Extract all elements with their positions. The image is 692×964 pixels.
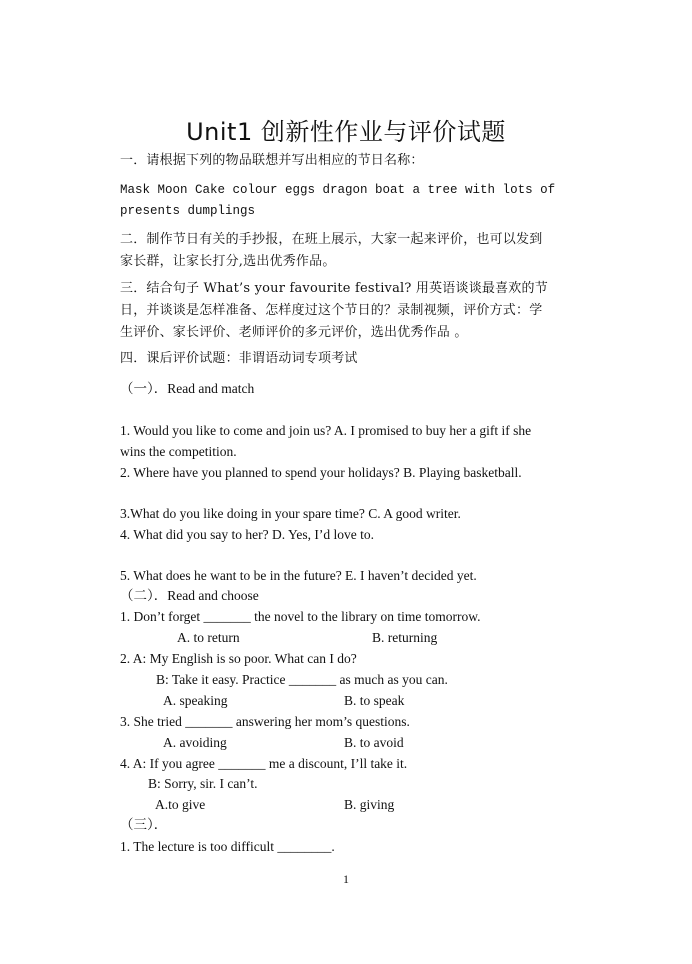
part3-heading: （三）． bbox=[120, 817, 168, 832]
part2-q4-line2: B: Sorry, sir. I can’t. bbox=[148, 776, 258, 791]
task3-line2: 日，并谈谈是怎样准备、怎样度过这个节日的？录制视频，评价方式：学 bbox=[120, 303, 543, 318]
part3-question-1: 1. The lecture is too difficult ________. bbox=[120, 839, 335, 854]
part2-q4-option-b: B. giving bbox=[344, 797, 395, 812]
part1-question-5: 5. What does he want to be in the future? E. I haven’t decided yet. bbox=[120, 568, 477, 583]
task2-line1: 二．制作节日有关的手抄报，在班上展示，大家一起来评价，也可以发到 bbox=[120, 232, 543, 247]
part1-question-4: 4. What did you say to her? D. Yes, I’d love to. bbox=[120, 527, 374, 542]
part2-q2-option-b: B. to speak bbox=[344, 693, 405, 708]
part1-question-1a: 1. Would you like to come and join us? A. I promised to buy her a gift if she bbox=[120, 423, 532, 438]
page-title: Unit1 创新性作业与评价试题 bbox=[186, 118, 506, 146]
part2-q3-option-a: A. avoiding bbox=[163, 735, 227, 750]
task1-items-line1: Mask Moon Cake colour eggs dragon boat a tree with lots of bbox=[120, 183, 556, 197]
part2-q1-option-a: A. to return bbox=[177, 630, 240, 645]
part2-q2-option-a: A. speaking bbox=[163, 693, 228, 708]
page-number: 1 bbox=[343, 872, 349, 886]
part1-question-1b: wins the competition. bbox=[120, 444, 237, 459]
task3-line3: 生评价、家长评价、老师评价的多元评价，选出优秀作品 。 bbox=[120, 325, 468, 340]
part2-question-1: 1. Don’t forget _______ the novel to the library on time tomorrow. bbox=[120, 609, 481, 624]
part2-heading: （二）．Read and choose bbox=[120, 588, 259, 603]
part2-q4-option-a: A.to give bbox=[155, 797, 206, 812]
part1-question-2: 2. Where have you planned to spend your holidays? B. Playing basketball. bbox=[120, 465, 522, 480]
task2-line2: 家长群，让家长打分,选出优秀作品。 bbox=[120, 254, 336, 269]
part2-question-3: 3. She tried _______ answering her mom’s questions. bbox=[120, 714, 410, 729]
task3-line1: 三．结合句子 What’s your favourite festival? 用英语谈谈最喜欢的节 bbox=[120, 281, 548, 296]
task4-heading: 四．课后评价试题：非谓语动词专项考试 bbox=[120, 351, 358, 366]
part1-heading: （一）．Read and match bbox=[120, 381, 255, 396]
part2-q1-option-b: B. returning bbox=[372, 630, 438, 645]
task1-items-line2: presents dumplings bbox=[120, 204, 256, 218]
task1-heading: 一．请根据下列的物品联想并写出相应的节日名称： bbox=[120, 153, 424, 168]
part2-question-2: 2. A: My English is so poor. What can I do? bbox=[120, 651, 357, 666]
part2-q2-line2: B: Take it easy. Practice _______ as much as you can. bbox=[156, 672, 448, 687]
part2-q3-option-b: B. to avoid bbox=[344, 735, 404, 750]
part2-question-4: 4. A: If you agree _______ me a discount, I’ll take it. bbox=[120, 756, 408, 771]
part1-question-3: 3.What do you like doing in your spare time? C. A good writer. bbox=[120, 506, 461, 521]
